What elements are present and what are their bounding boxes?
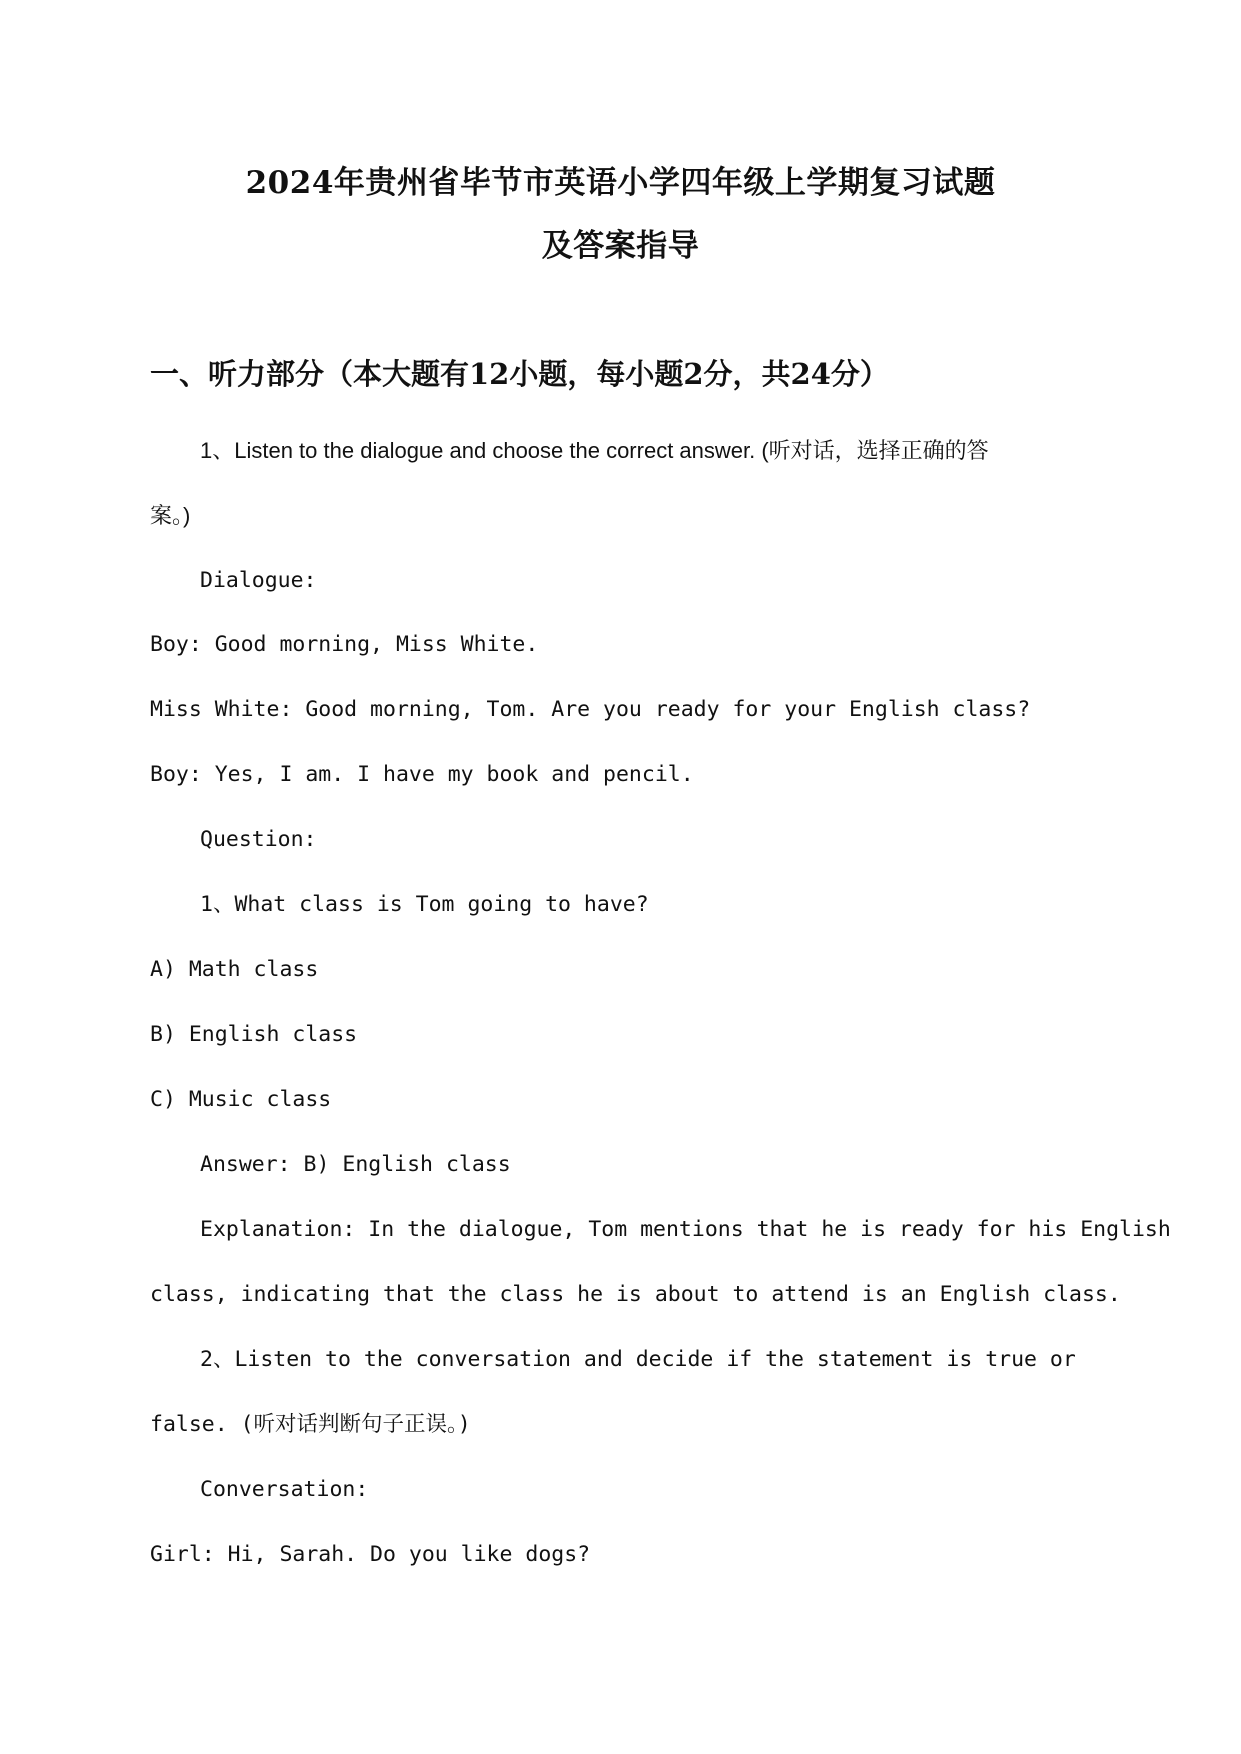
q1-dialogue-line: Boy: Good morning, Miss White. [150, 632, 539, 657]
q1-dialogue-line: Boy: Yes, I am. I have my book and pencil. [150, 762, 694, 787]
q1-explanation-line1: Explanation: In the dialogue, Tom mentions that he is ready for his English [200, 1217, 1171, 1242]
q2-conversation-label: Conversation: [200, 1477, 369, 1502]
q1-option-a: A) Math class [150, 957, 319, 982]
q1-answer: Answer: B) English class [200, 1152, 511, 1177]
q1-explanation-line2: class, indicating that the class he is about to attend is an English class. [150, 1282, 1121, 1307]
q1-dialogue-label: Dialogue: [200, 568, 317, 593]
q2-instruction-line1: 2、Listen to the conversation and decide if the statement is true or [200, 1347, 1076, 1372]
section-heading-listening: 一、听力部分（本大题有12小题，每小题2分，共24分） [150, 357, 889, 391]
q1-question-label: Question: [200, 827, 317, 852]
q2-conversation-line: Girl: Hi, Sarah. Do you like dogs? [150, 1542, 591, 1567]
q1-dialogue-line: Miss White: Good morning, Tom. Are you ready for your English class? [150, 697, 1031, 722]
q1-instruction-line1: 1、Listen to the dialogue and choose the correct answer. (听对话，选择正确的答 [200, 438, 989, 463]
q1-instruction-line2: 案。) [150, 503, 191, 528]
q2-instruction-line2: false. (听对话判断句子正误。) [150, 1412, 471, 1437]
q1-question: 1、What class is Tom going to have? [200, 892, 649, 917]
q1-option-b: B) English class [150, 1022, 358, 1047]
document-title-line1: 2024年贵州省毕节市英语小学四年级上学期复习试题 [245, 165, 996, 201]
q1-option-c: C) Music class [150, 1087, 332, 1112]
document-title-line2: 及答案指导 [541, 228, 700, 264]
